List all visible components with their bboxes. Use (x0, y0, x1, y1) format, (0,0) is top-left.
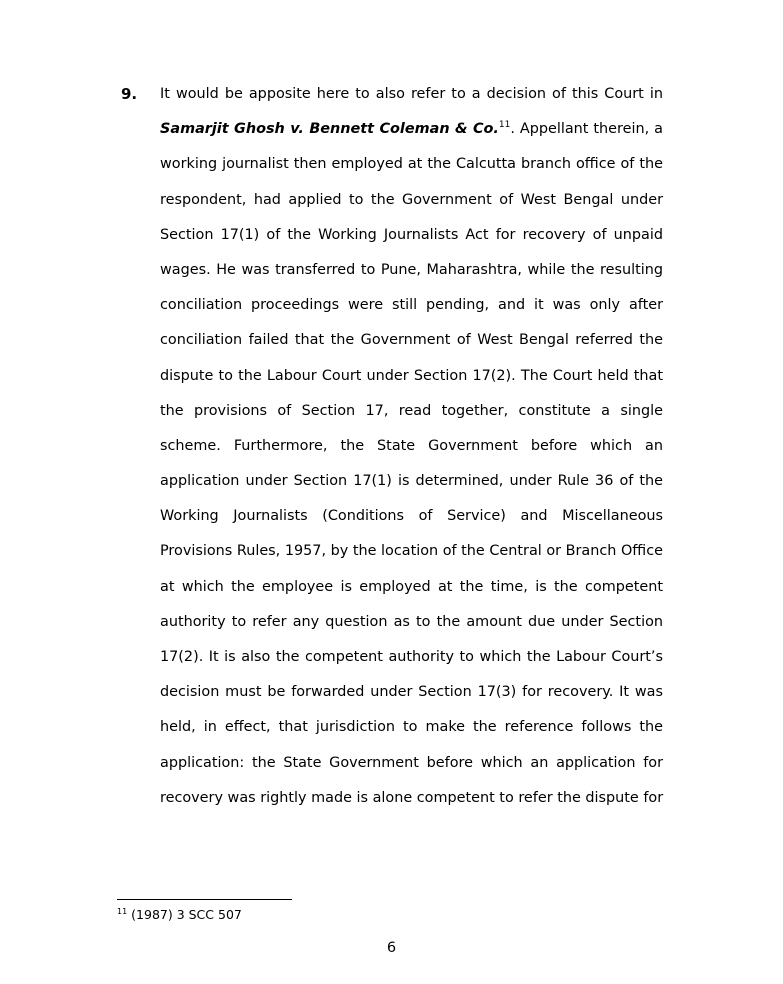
paragraph-line: dispute to the Labour Court under Section 17(2). The Court held that (160, 367, 663, 384)
footnote-marker: 11 (117, 906, 128, 916)
paragraph-line: scheme. Furthermore, the State Government before which an (160, 437, 663, 454)
footnote-divider (117, 899, 292, 900)
paragraph-line: conciliation failed that the Government of West Bengal referred the (160, 332, 663, 349)
paragraph-body (160, 83, 663, 822)
paragraph-line: wages. He was transferred to Pune, Maharashtra, while the resulting (160, 261, 663, 278)
paragraph-line: recovery was rightly made is alone competent to refer the dispute for (160, 789, 664, 806)
paragraph-line: Provisions Rules, 1957, by the location of the Central or Branch Office (160, 543, 663, 560)
paragraph-line: Working Journalists (Conditions of Service) and Miscellaneous (160, 508, 663, 525)
paragraph-line: working journalist then employed at the Calcutta branch office of the (160, 156, 663, 173)
footnote-reference[interactable]: 11 (498, 120, 511, 131)
paragraph-line: held, in effect, that jurisdiction to make the reference follows the (160, 719, 663, 736)
paragraph-line: application under Section 17(1) is determined, under Rule 36 of the (160, 473, 663, 490)
paragraph-line: conciliation proceedings were still pending, and it was only after (160, 297, 663, 314)
footnote-text: (1987) 3 SCC 507 (127, 907, 242, 922)
paragraph-line: at which the employee is employed at the time, is the competent (160, 578, 663, 595)
paragraph-line: Section 17(1) of the Working Journalists Act for recovery of unpaid (160, 226, 663, 243)
paragraph-line: It would be apposite here to also refer to a decision of this Court in (160, 86, 663, 102)
footnote (117, 906, 242, 924)
paragraph-line: respondent, had applied to the Government of West Bengal under (160, 191, 663, 208)
paragraph-line: the provisions of Section 17, read together, constitute a single (160, 402, 663, 419)
page-number: 6 (386, 940, 397, 956)
paragraph-line-text: . Appellant therein, a (510, 121, 663, 138)
case-name: Samarjit Ghosh v. Bennett Coleman & Co. (160, 121, 499, 138)
paragraph-line: 17(2). It is also the competent authority to which the Labour Court’s (160, 649, 663, 665)
paragraph-line: decision must be forwarded under Section 17(3) for recovery. It was (160, 684, 663, 701)
paragraph-number: 9. (121, 85, 138, 103)
paragraph-line: application: the State Government before which an application for (160, 754, 663, 771)
paragraph-line: authority to refer any question as to the amount due under Section (160, 613, 663, 630)
paragraph-line (160, 118, 663, 153)
